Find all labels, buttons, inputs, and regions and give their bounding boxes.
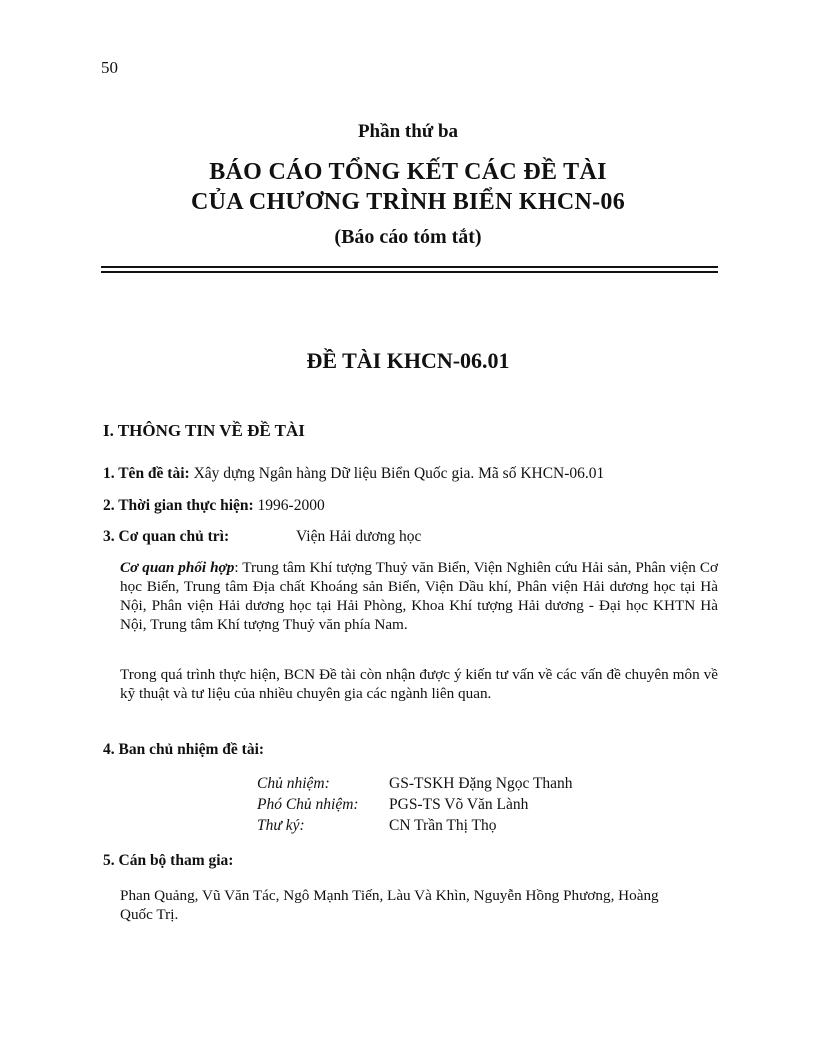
double-rule-bottom: [101, 271, 718, 273]
report-title-line-1: BÁO CÁO TỔNG KẾT CÁC ĐỀ TÀI: [209, 159, 607, 185]
member-name: CN Trần Thị Thọ: [389, 817, 497, 834]
item-value: 1996-2000: [257, 497, 325, 514]
board-members-table: [257, 774, 573, 837]
topic-title: ĐỀ TÀI KHCN-06.01: [306, 348, 510, 373]
coop-agencies-paragraph: [120, 558, 718, 634]
item-board: [103, 741, 264, 759]
consultation-note: Trong quá trình thực hiện, BCN Đề tài còn nhận được ý kiến tư vấn về các vấn đề chuyên môn về kỹ thuật và tư liệu của nhiều chuyên gia các ngành liên quan.: [120, 666, 718, 702]
section-heading: I. THÔNG TIN VỀ ĐỀ TÀI: [103, 421, 305, 440]
board-member-row: [257, 795, 573, 816]
member-name: GS-TSKH Đặng Ngọc Thanh: [389, 775, 573, 792]
member-name: PGS-TS Võ Văn Lành: [389, 796, 529, 813]
coop-text: : Trung tâm Khí tượng Thuỷ văn Biển, Viện Nghiên cứu Hải sản, Phân viện Cơ học Biển, Trung tâm Địa chất Khoáng sản Biển, Viện Dầu khí, Phân viện Hải dương học tại Hà Nội, Phân viện Hải dương học tại Hải Phòng, Khoa Khí tượng Hải dương - Đại học KHTN Hà Nội, Trung tâm Khí tượng Thuỷ văn phía Nam.: [120, 559, 719, 633]
item-label: 2. Thời gian thực hiện:: [103, 497, 254, 514]
item-label: 4. Ban chủ nhiệm đề tài:: [103, 741, 265, 758]
double-rule-top: [101, 266, 718, 268]
item-host-agency: [103, 528, 421, 546]
item-value: Viện Hải dương học: [296, 528, 422, 545]
item-participants: [103, 852, 233, 870]
item-label: 3. Cơ quan chủ trì:: [103, 528, 230, 545]
item-label: 1. Tên đề tài:: [103, 465, 190, 482]
board-member-row: [257, 774, 573, 795]
page-number: 50: [101, 58, 118, 77]
item-duration: [103, 497, 325, 515]
board-member-row: [257, 816, 573, 837]
part-heading: Phần thứ ba: [357, 121, 459, 142]
report-title-line-2: CỦA CHƯƠNG TRÌNH BIỂN KHCN-06: [190, 189, 626, 215]
item-label: 5. Cán bộ tham gia:: [103, 852, 234, 869]
item-topic-name: [103, 465, 604, 483]
coop-label: Cơ quan phối hợp: [120, 559, 235, 576]
item-value: Xây dựng Ngân hàng Dữ liệu Biển Quốc gia. Mã số KHCN-06.01: [193, 465, 605, 482]
report-subtitle: (Báo cáo tóm tắt): [334, 226, 482, 248]
member-role: Chủ nhiệm:: [257, 775, 330, 792]
member-role: Phó Chủ nhiệm:: [257, 796, 359, 813]
participants-list: Phan Quảng, Vũ Văn Tác, Ngô Mạnh Tiến, Làu Và Khìn, Nguyễn Hồng Phương, Hoàng Quốc Trị.: [120, 887, 659, 923]
member-role: Thư ký:: [257, 817, 305, 834]
